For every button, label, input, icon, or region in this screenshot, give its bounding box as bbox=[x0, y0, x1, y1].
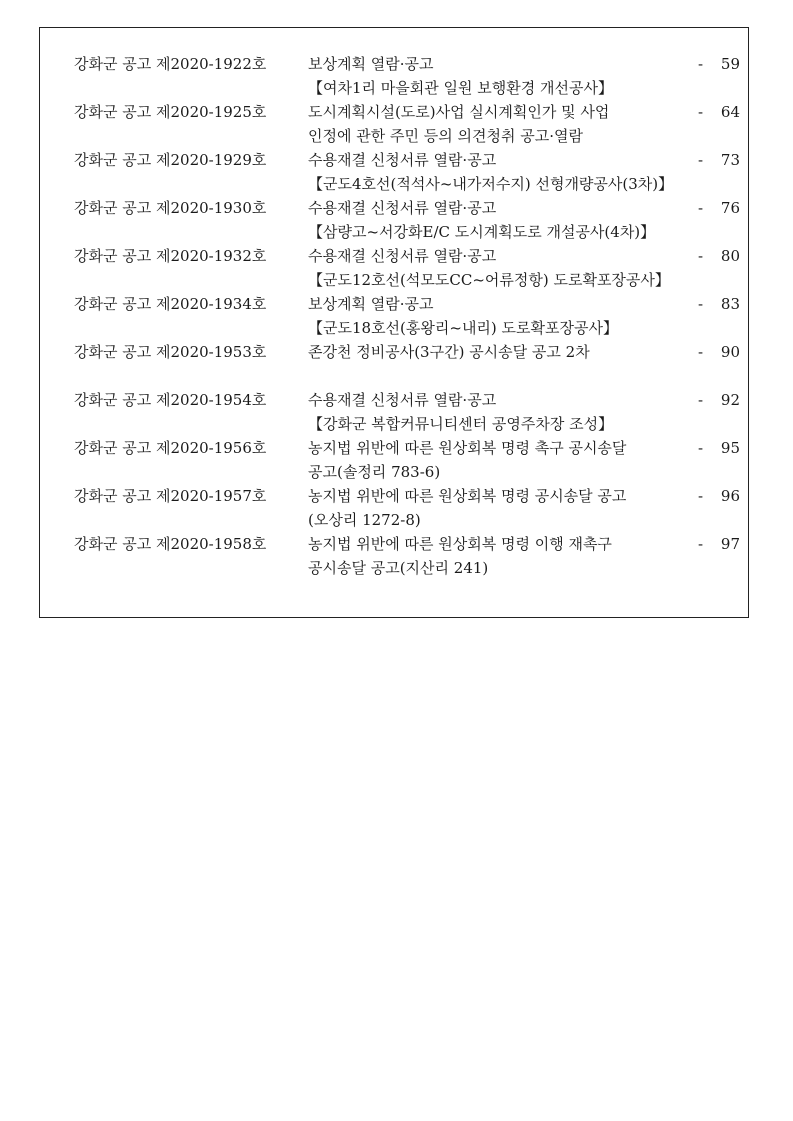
page-number: 76 bbox=[720, 199, 740, 217]
toc-list bbox=[40, 52, 748, 580]
leader-dash: - bbox=[698, 103, 704, 121]
notice-title-line: 존강천 정비공사(3구간) 공시송달 공고 2차 bbox=[308, 343, 590, 361]
notice-number: 강화군 공고 제2020-1957호 bbox=[74, 487, 267, 505]
page-number: 92 bbox=[720, 391, 740, 409]
notice-title bbox=[308, 532, 694, 580]
notice-title-line: 보상계획 열람·공고 bbox=[308, 295, 434, 313]
toc-entry bbox=[40, 244, 748, 292]
notice-number: 강화군 공고 제2020-1956호 bbox=[74, 439, 267, 457]
page-number: 64 bbox=[720, 103, 740, 121]
notice-number: 강화군 공고 제2020-1925호 bbox=[74, 103, 267, 121]
notice-title bbox=[308, 436, 694, 484]
leader-dash: - bbox=[698, 55, 704, 73]
toc-entry bbox=[40, 148, 748, 196]
page-number: 73 bbox=[720, 151, 740, 169]
notice-title bbox=[308, 196, 694, 244]
notice-title-line: 【군도4호선(적석사~내가저수지) 선형개량공사(3차)】 bbox=[308, 175, 674, 193]
notice-title-line: 수용재결 신청서류 열람·공고 bbox=[308, 391, 497, 409]
toc-entry bbox=[40, 100, 748, 148]
notice-title bbox=[308, 340, 694, 388]
notice-title-line bbox=[308, 364, 694, 388]
notice-title-line: 수용재결 신청서류 열람·공고 bbox=[308, 247, 497, 265]
notice-number: 강화군 공고 제2020-1930호 bbox=[74, 199, 267, 217]
toc-entry bbox=[40, 484, 748, 532]
notice-title-line: 【군도18호선(홍왕리~내리) 도로확포장공사】 bbox=[308, 319, 618, 337]
page-number: 96 bbox=[720, 487, 740, 505]
notice-title-line: 【강화군 복합커뮤니티센터 공영주차장 조성】 bbox=[308, 415, 614, 433]
notice-number: 강화군 공고 제2020-1958호 bbox=[74, 535, 267, 553]
table-of-contents-box bbox=[39, 27, 749, 618]
notice-title-line: 농지법 위반에 따른 원상회복 명령 공시송달 공고 bbox=[308, 487, 627, 505]
notice-title-line: 【여차1리 마을회관 일원 보행환경 개선공사】 bbox=[308, 79, 613, 97]
notice-title-line: 공시송달 공고(지산리 241) bbox=[308, 559, 489, 577]
leader-dash: - bbox=[698, 295, 704, 313]
notice-title-line: 수용재결 신청서류 열람·공고 bbox=[308, 199, 497, 217]
notice-title-line: 농지법 위반에 따른 원상회복 명령 촉구 공시송달 bbox=[308, 439, 627, 457]
notice-title bbox=[308, 52, 694, 100]
notice-number: 강화군 공고 제2020-1953호 bbox=[74, 343, 267, 361]
notice-number: 강화군 공고 제2020-1954호 bbox=[74, 391, 267, 409]
notice-title bbox=[308, 292, 694, 340]
notice-number: 강화군 공고 제2020-1929호 bbox=[74, 151, 267, 169]
notice-title-line: 【삼량고~서강화E/C 도시계획도로 개설공사(4차)】 bbox=[308, 223, 656, 241]
page-number: 90 bbox=[720, 343, 740, 361]
leader-dash: - bbox=[698, 535, 704, 553]
toc-entry bbox=[40, 52, 748, 100]
notice-number: 강화군 공고 제2020-1932호 bbox=[74, 247, 267, 265]
notice-title-line: 수용재결 신청서류 열람·공고 bbox=[308, 151, 497, 169]
notice-title-line: 농지법 위반에 따른 원상회복 명령 이행 재촉구 bbox=[308, 535, 612, 553]
notice-title-line: (오상리 1272-8) bbox=[308, 511, 421, 529]
notice-title bbox=[308, 100, 694, 148]
leader-dash: - bbox=[698, 199, 704, 217]
page-number: 80 bbox=[720, 247, 740, 265]
toc-entry bbox=[40, 436, 748, 484]
leader-dash: - bbox=[698, 343, 704, 361]
notice-number: 강화군 공고 제2020-1934호 bbox=[74, 295, 267, 313]
notice-title bbox=[308, 388, 694, 436]
page-number: 83 bbox=[720, 295, 740, 313]
page-number: 95 bbox=[720, 439, 740, 457]
toc-entry bbox=[40, 196, 748, 244]
notice-title-line: 도시계획시설(도로)사업 실시계획인가 및 사업 bbox=[308, 103, 610, 121]
leader-dash: - bbox=[698, 247, 704, 265]
notice-title-line: 인정에 관한 주민 등의 의견청취 공고·열람 bbox=[308, 127, 583, 145]
leader-dash: - bbox=[698, 391, 704, 409]
leader-dash: - bbox=[698, 487, 704, 505]
notice-title-line: 【군도12호선(석모도CC~어류정항) 도로확포장공사】 bbox=[308, 271, 670, 289]
notice-title bbox=[308, 484, 694, 532]
toc-entry bbox=[40, 388, 748, 436]
toc-entry bbox=[40, 532, 748, 580]
notice-title bbox=[308, 148, 694, 196]
notice-number: 강화군 공고 제2020-1922호 bbox=[74, 55, 267, 73]
toc-entry bbox=[40, 340, 748, 388]
page-number: 97 bbox=[720, 535, 740, 553]
page-number: 59 bbox=[720, 55, 740, 73]
leader-dash: - bbox=[698, 151, 704, 169]
leader-dash: - bbox=[698, 439, 704, 457]
notice-title bbox=[308, 244, 694, 292]
toc-entry bbox=[40, 292, 748, 340]
notice-title-line: 보상계획 열람·공고 bbox=[308, 55, 434, 73]
notice-title-line: 공고(솔정리 783-6) bbox=[308, 463, 441, 481]
